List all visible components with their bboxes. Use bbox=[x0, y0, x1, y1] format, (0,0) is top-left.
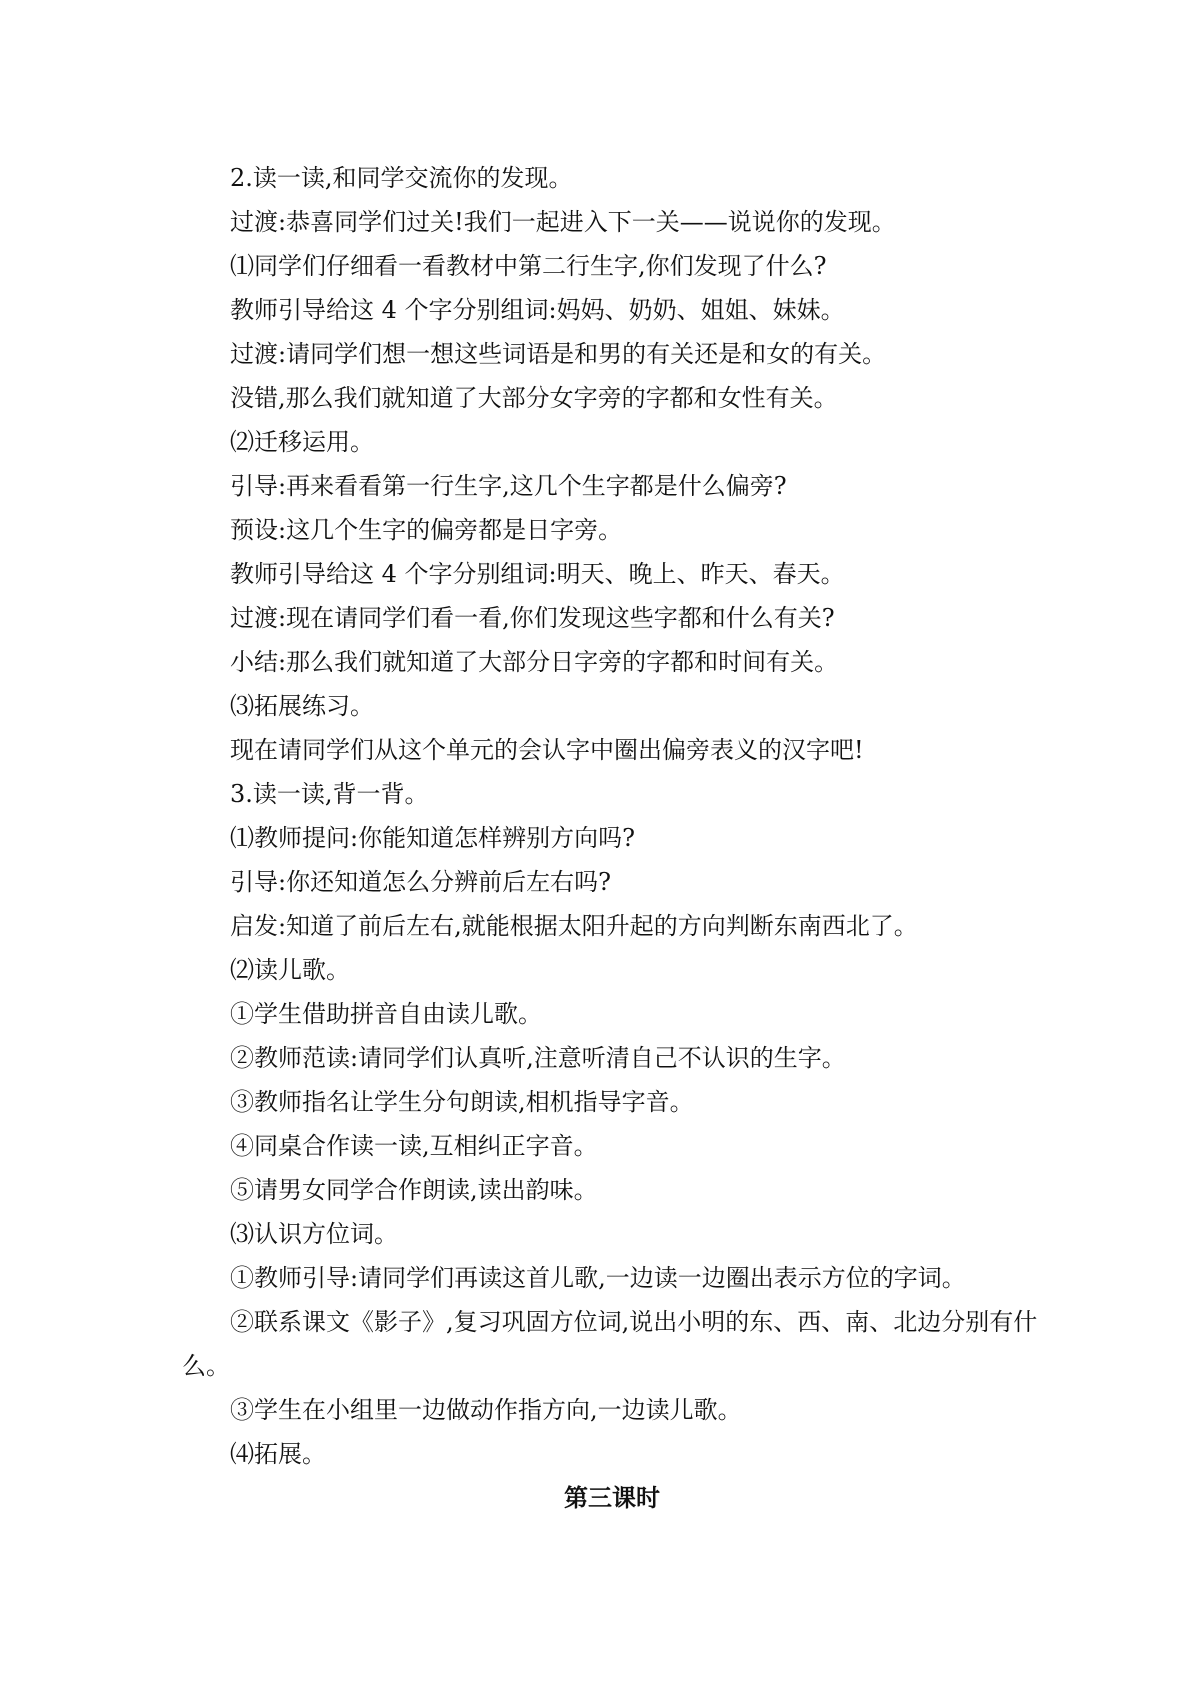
paragraph: 过渡:恭喜同学们过关!我们一起进入下一关——说说你的发现。 bbox=[230, 208, 896, 236]
paragraph: 没错,那么我们就知道了大部分女字旁的字都和女性有关。 bbox=[230, 384, 838, 412]
paragraph: 小结:那么我们就知道了大部分日字旁的字都和时间有关。 bbox=[230, 648, 839, 676]
paragraph: ③教师指名让学生分句朗读,相机指导字音。 bbox=[230, 1088, 694, 1116]
paragraph: ⑵读儿歌。 bbox=[230, 956, 350, 984]
paragraph: 引导:再来看看第一行生字,这几个生字都是什么偏旁? bbox=[230, 472, 787, 500]
document-body bbox=[182, 156, 1042, 1520]
paragraph: ⑴教师提问:你能知道怎样辨别方向吗? bbox=[230, 824, 635, 852]
paragraph: ②教师范读:请同学们认真听,注意听清自己不认识的生字。 bbox=[230, 1044, 846, 1072]
paragraph: 预设:这几个生字的偏旁都是日字旁。 bbox=[230, 516, 623, 544]
paragraph: ⑤请男女同学合作朗读,读出韵味。 bbox=[230, 1176, 598, 1204]
section-heading: 第三课时 bbox=[564, 1483, 660, 1512]
paragraph: 启发:知道了前后左右,就能根据太阳升起的方向判断东南西北了。 bbox=[230, 912, 918, 940]
paragraph: ①教师引导:请同学们再读这首儿歌,一边读一边圈出表示方位的字词。 bbox=[230, 1264, 966, 1292]
paragraph: 引导:你还知道怎么分辨前后左右吗? bbox=[230, 868, 611, 896]
paragraph: ①学生借助拼音自由读儿歌。 bbox=[230, 1000, 542, 1028]
paragraph: 教师引导给这 4 个字分别组词:妈妈、奶奶、姐姐、妹妹。 bbox=[230, 296, 845, 324]
paragraph: ⑷拓展。 bbox=[230, 1440, 326, 1468]
paragraph: 过渡:现在请同学们看一看,你们发现这些字都和什么有关? bbox=[230, 604, 835, 632]
paragraph: ④同桌合作读一读,互相纠正字音。 bbox=[230, 1132, 598, 1160]
paragraph: ⑶拓展练习。 bbox=[230, 692, 374, 720]
paragraph: ②联系课文《影子》,复习巩固方位词,说出小明的东、西、南、北边分别有什么。 bbox=[182, 1308, 1038, 1380]
paragraph: 3.读一读,背一背。 bbox=[230, 780, 429, 808]
paragraph: ⑴同学们仔细看一看教材中第二行生字,你们发现了什么? bbox=[230, 252, 827, 280]
paragraph: ⑵迁移运用。 bbox=[230, 428, 374, 456]
paragraph: 教师引导给这 4 个字分别组词:明天、晚上、昨天、春天。 bbox=[230, 560, 845, 588]
paragraph: ⑶认识方位词。 bbox=[230, 1220, 398, 1248]
paragraph: 过渡:请同学们想一想这些词语是和男的有关还是和女的有关。 bbox=[230, 340, 887, 368]
paragraph: 2.读一读,和同学交流你的发现。 bbox=[230, 164, 573, 192]
paragraph: ③学生在小组里一边做动作指方向,一边读儿歌。 bbox=[230, 1396, 742, 1424]
paragraph: 现在请同学们从这个单元的会认字中圈出偏旁表义的汉字吧! bbox=[230, 736, 864, 764]
